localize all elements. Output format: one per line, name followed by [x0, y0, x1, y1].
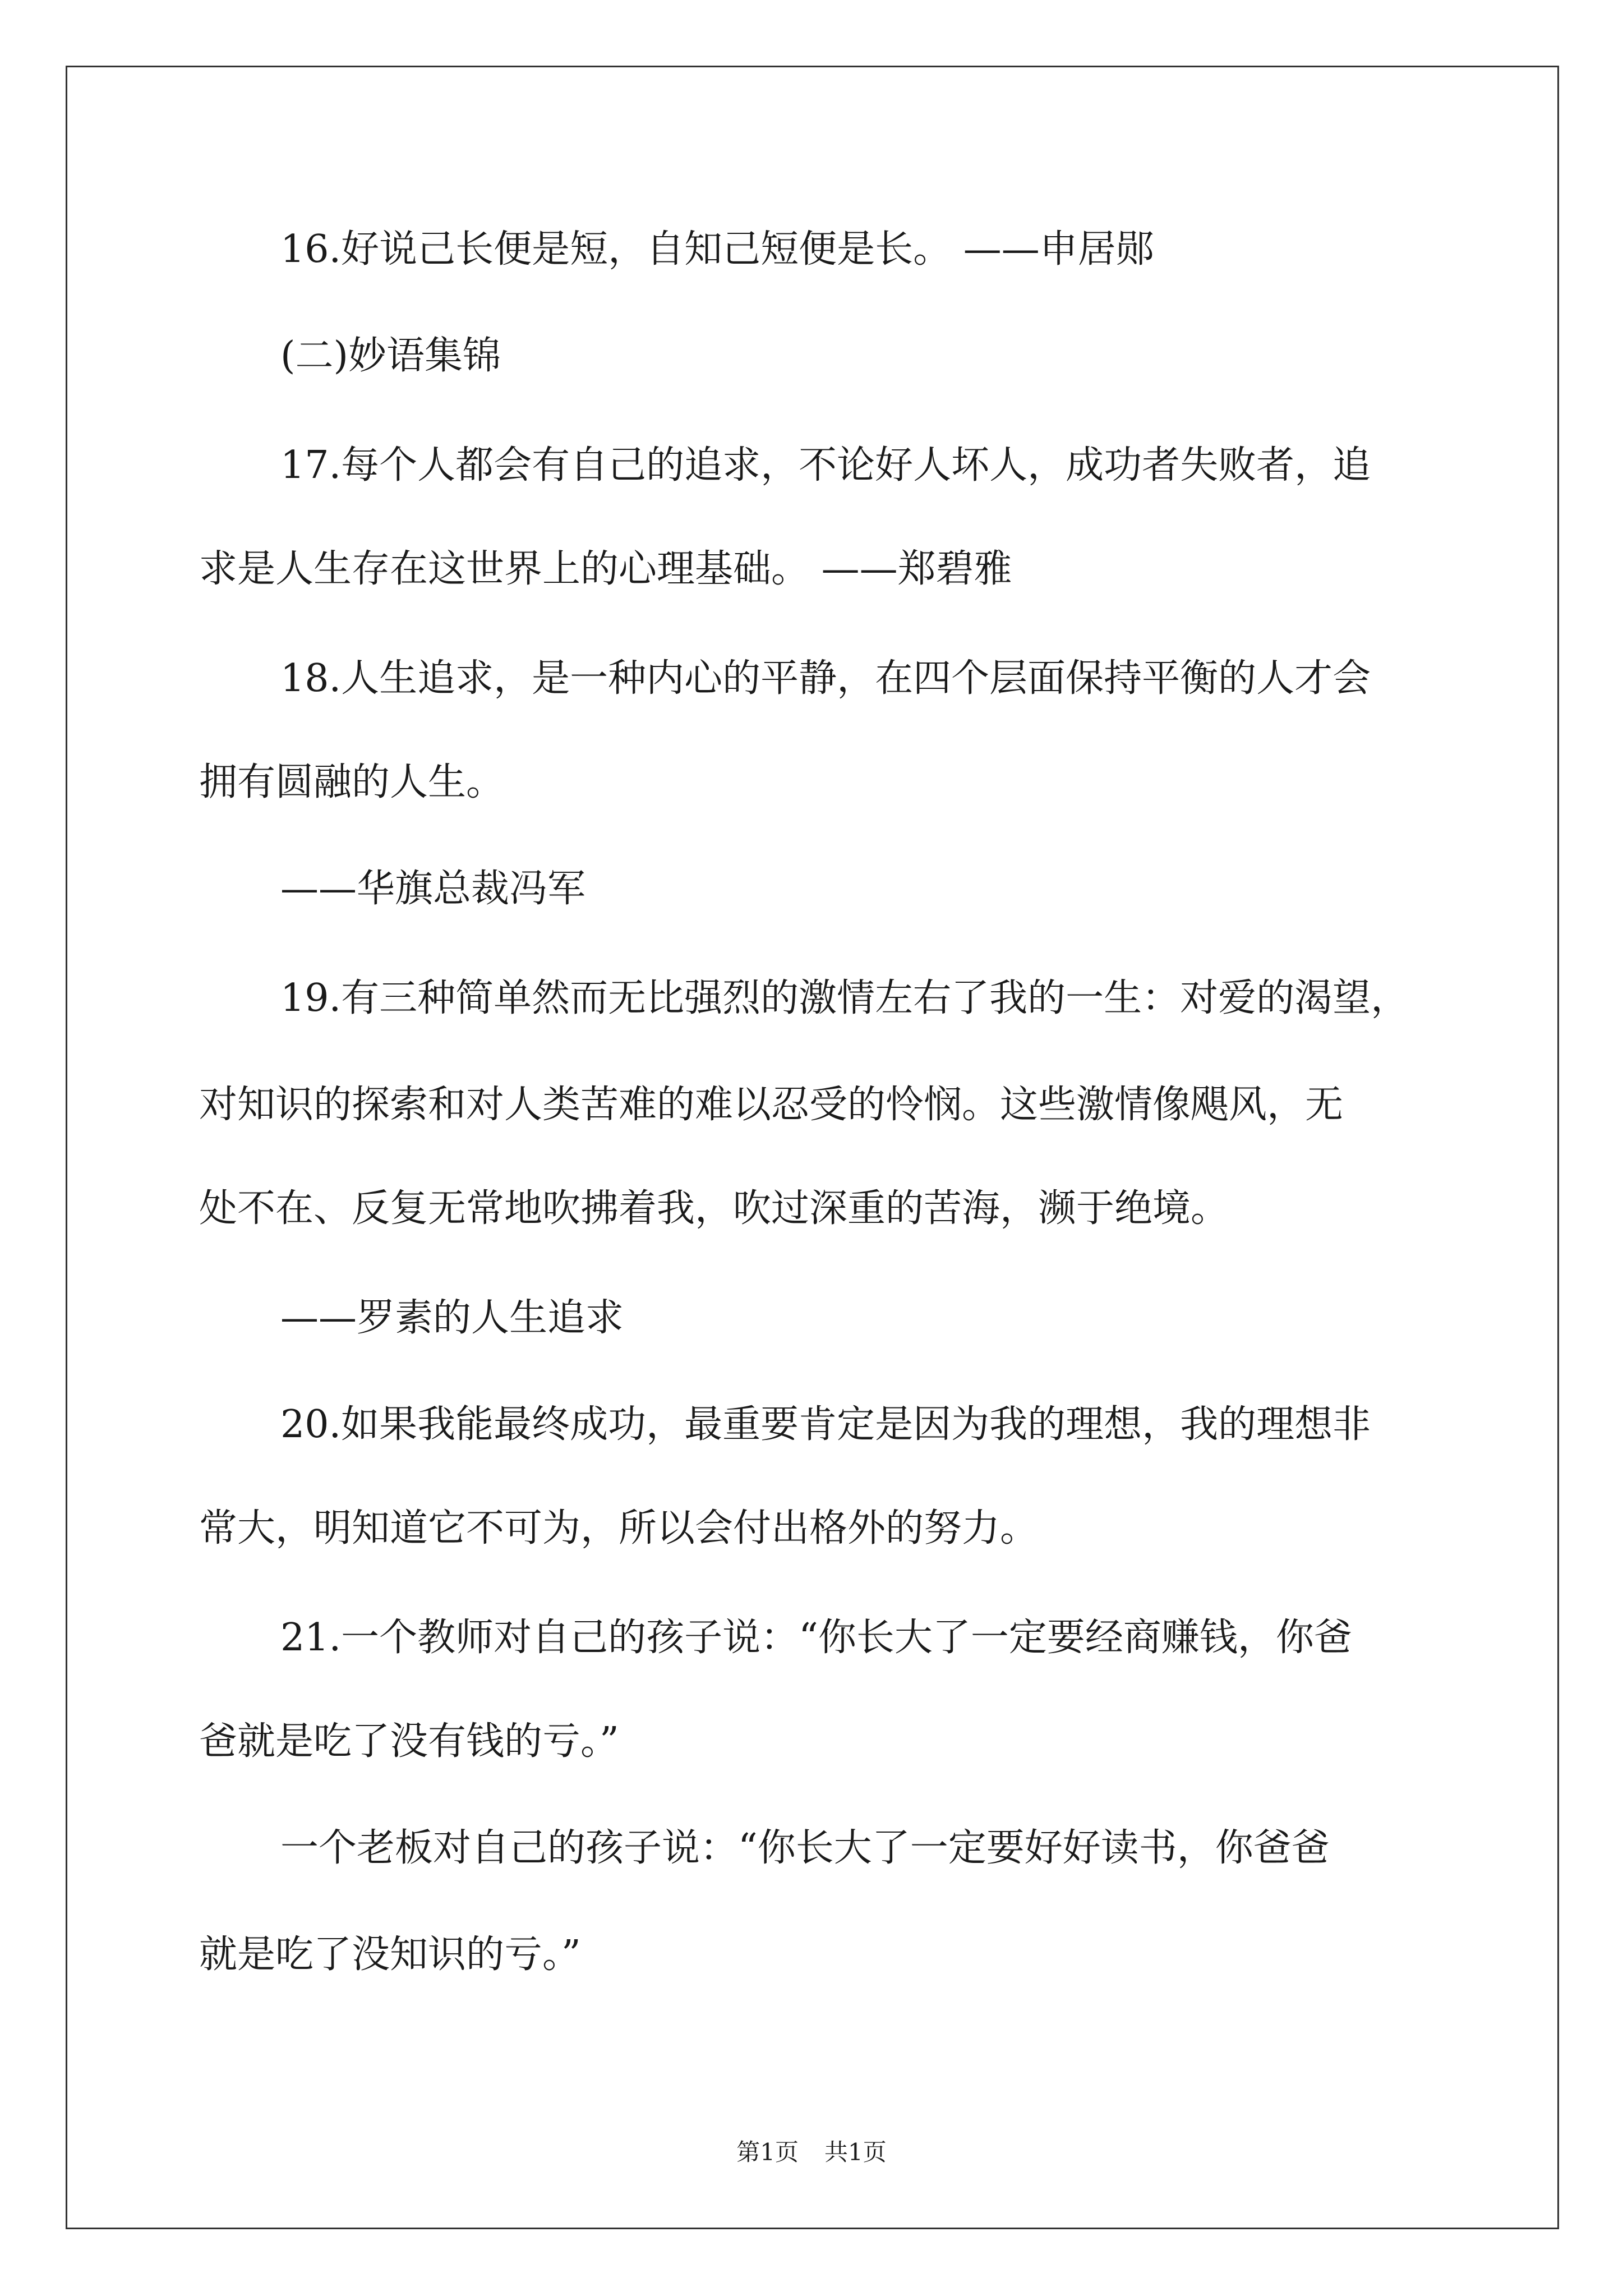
paragraph-line: 18.人生追求，是一种内心的平静，在四个层面保持平衡的人才会 [280, 656, 1371, 701]
page-footer [0, 2138, 1623, 2166]
paragraph-line: 20.如果我能最终成功，最重要肯定是因为我的理想，我的理想非 [280, 1402, 1371, 1447]
paragraph-line: 拥有圆融的人生。 [199, 760, 505, 804]
paragraph-line: 爸就是吃了没有钱的亏。” [199, 1719, 619, 1764]
paragraph-line: 一个老板对自己的孩子说：“你长大了一定要好好读书，你爸爸 [280, 1826, 1330, 1870]
paragraph-line: 21.一个教师对自己的孩子说：“你长大了一定要经商赚钱，你爸 [280, 1616, 1352, 1660]
paragraph-line: 对知识的探索和对人类苦难的难以忍受的怜悯。这些激情像飓风，无 [199, 1083, 1344, 1127]
paragraph-line: 16.好说己长便是短，自知己短便是长。 ——申居郧 [280, 227, 1154, 272]
paragraph-line: 就是吃了没知识的亏。” [199, 1932, 581, 1977]
paragraph-line: 求是人生存在这世界上的心理基础。 ——郑碧雅 [199, 547, 1012, 591]
paragraph-line: 常大，明知道它不可为，所以会付出格外的努力。 [199, 1506, 1039, 1550]
paragraph-line: 处不在、反复无常地吹拂着我，吹过深重的苦海，濒于绝境。 [199, 1186, 1229, 1231]
page-border [66, 66, 1559, 2229]
paragraph-line: 17.每个人都会有自己的追求，不论好人坏人，成功者失败者，追 [280, 443, 1371, 487]
paragraph-line: ——华旗总裁冯军 [280, 867, 586, 911]
page-number: 第1页 [736, 2138, 799, 2166]
paragraph-line: 19.有三种简单然而无比强烈的激情左右了我的一生：对爱的渴望， [280, 976, 1409, 1020]
section-heading: (二)妙语集锦 [280, 334, 501, 378]
paragraph-line: ——罗素的人生追求 [280, 1296, 624, 1340]
page-total: 共1页 [824, 2138, 887, 2166]
